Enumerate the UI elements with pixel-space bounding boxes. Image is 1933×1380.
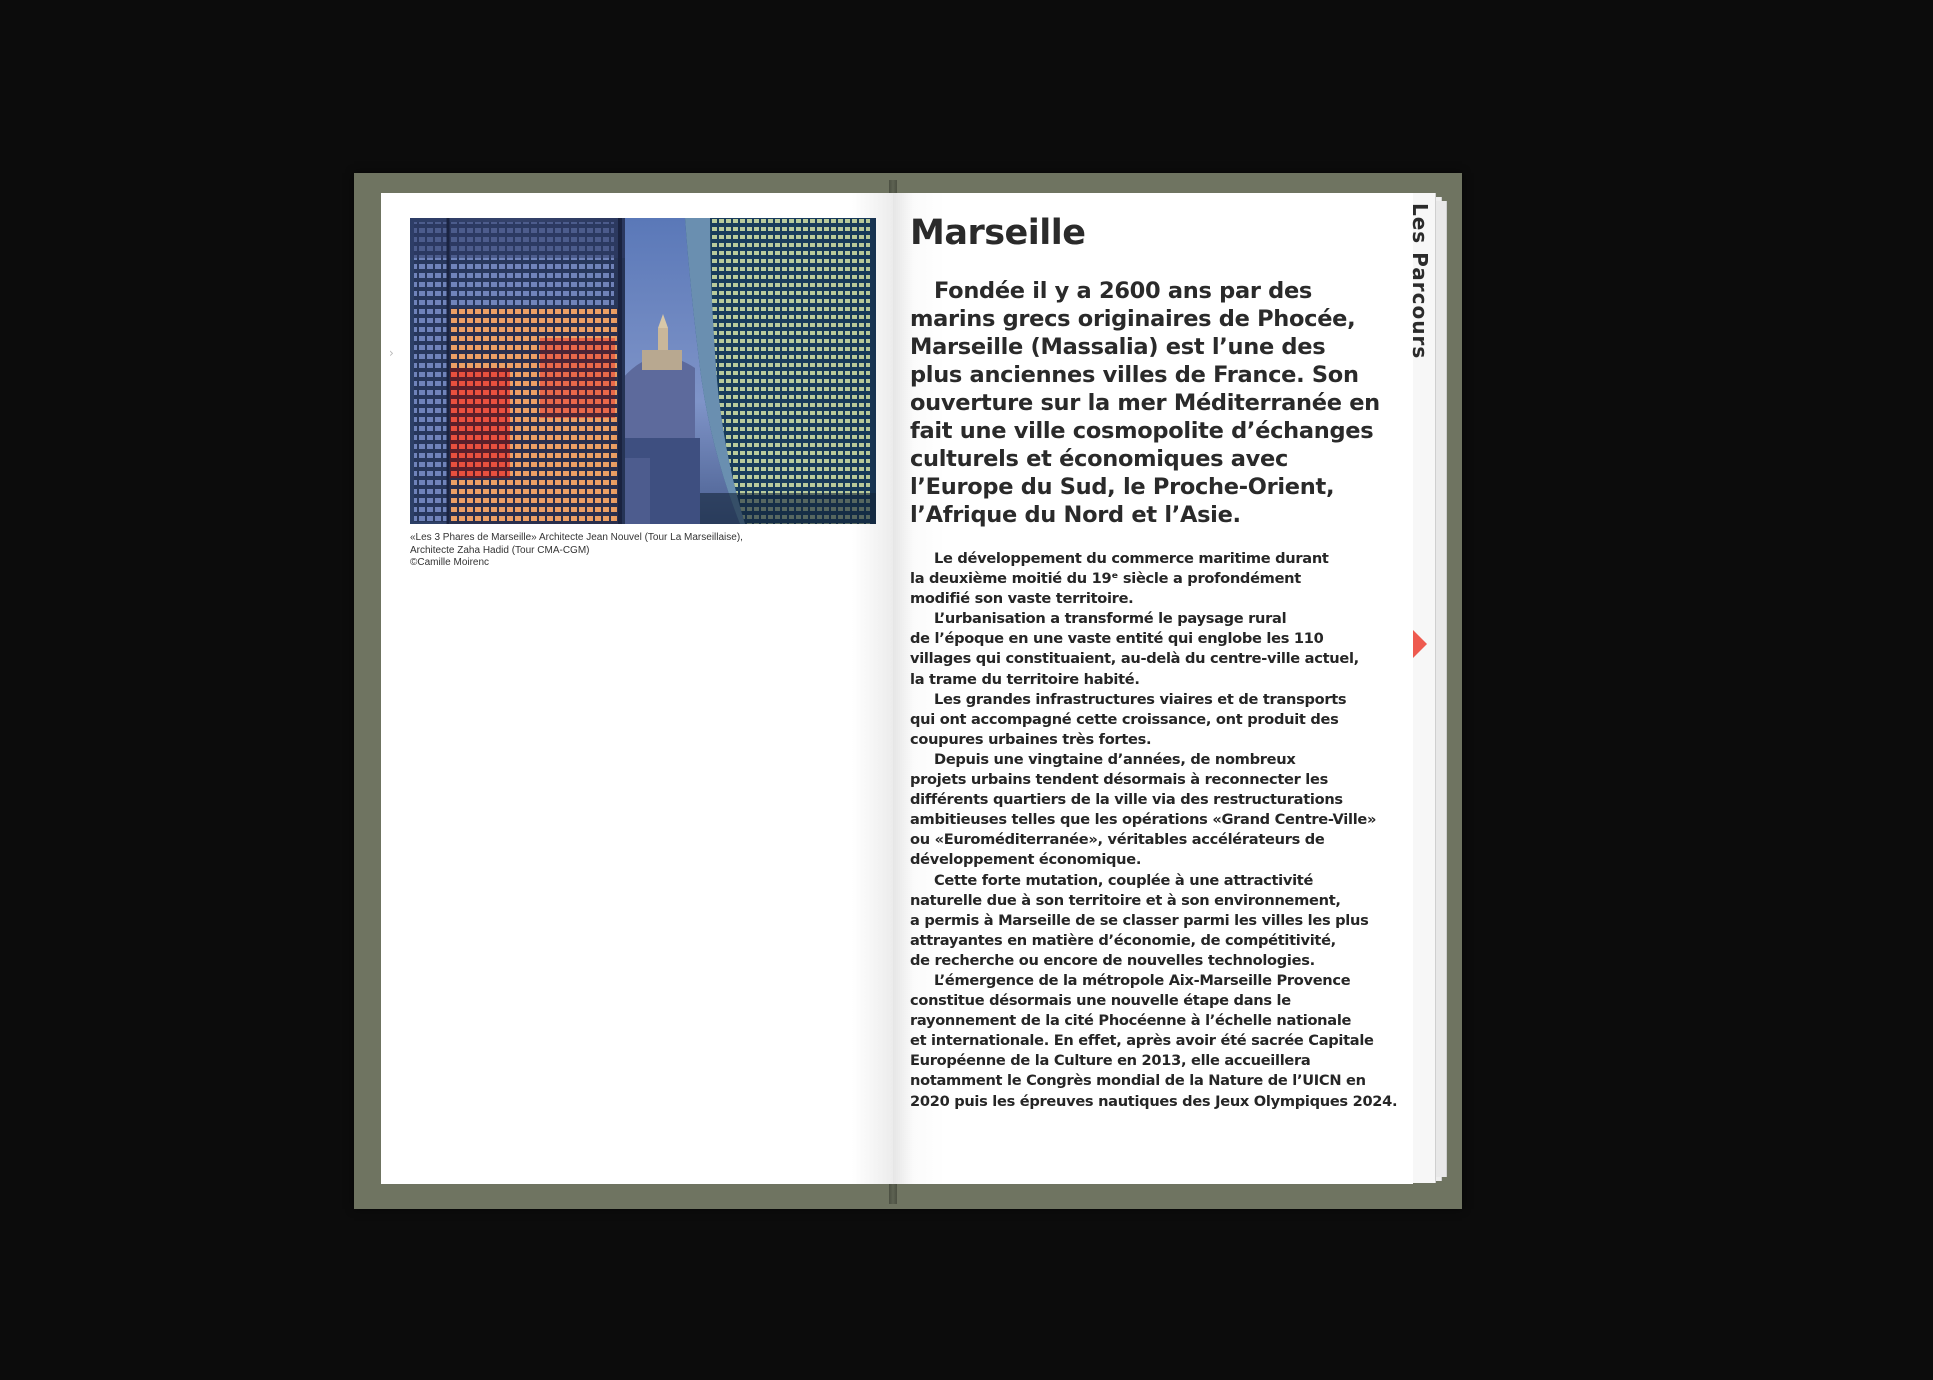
page-corner-mark: › [389,346,394,360]
body-line: de recherche ou encore de nouvelles technologies. [910,951,1315,969]
body-line: constitue désormais une nouvelle étape dans le [910,992,1291,1010]
caption-line: Architecte Zaha Hadid (Tour CMA-CGM) [410,544,590,556]
body-line: Européenne de la Culture en 2013, elle accueillera [910,1052,1311,1070]
triangle-marker-icon [1413,630,1427,658]
body-line: naturelle due à son territoire et à son environnement, [910,891,1341,909]
body-line: la trame du territoire habité. [910,670,1140,688]
body-line: L’urbanisation a transformé le paysage rural [934,610,1287,628]
body-line: Le développement du commerce maritime durant [934,550,1329,567]
body-line: notamment le Congrès mondial de la Nature de l’UICN en [910,1072,1366,1090]
skyscrapers-photo [410,218,876,524]
body-line: différents quartiers de la ville via des restructurations [910,791,1343,809]
intro-line: l’Europe du Sud, le Proche-Orient, [910,474,1335,500]
intro-line: fait une ville cosmopolite d’échanges [910,418,1374,444]
body-line: a permis à Marseille de se classer parmi les villes les plus [910,911,1369,929]
page-title: Marseille [910,213,1086,253]
intro-line: Fondée il y a 2600 ans par des [934,278,1313,304]
body-line: Les grandes infrastructures viaires et de transports [934,690,1347,708]
intro-line: culturels et économiques avec [910,446,1289,472]
body-line: qui ont accompagné cette croissance, ont produit des [910,710,1339,728]
body-line: coupures urbaines très fortes. [910,730,1152,748]
intro-line: l’Afrique du Nord et l’Asie. [910,502,1241,528]
body-line: de l’époque en une vaste entité qui englobe les 110 [910,630,1324,648]
body-line: projets urbains tendent désormais à reconnecter les [910,771,1328,789]
intro-paragraph [910,277,1410,529]
body-line: 2020 puis les épreuves nautiques des Jeux Olympiques 2024. [910,1092,1398,1110]
body-line: L’émergence de la métropole Aix-Marseille Provence [934,971,1351,989]
caption-line: ©Camille Moirenc [410,557,490,568]
photo-caption [410,532,810,570]
body-line: modifié son vaste territoire. [910,590,1134,608]
body-line: attrayantes en matière d’économie, de compétitivité, [910,931,1336,949]
intro-line: Marseille (Massalia) est l’une des [910,334,1326,360]
intro-line: marins grecs originaires de Phocée, [910,306,1356,332]
caption-line: «Les 3 Phares de Marseille» Architecte Jean Nouvel (Tour La Marseillaise), [410,532,743,543]
body-line: Cette forte mutation, couplée à une attractivité [934,871,1314,889]
body-line: villages qui constituaient, au-delà du centre-ville actuel, [910,650,1359,668]
body-line: Depuis une vingtaine d’années, de nombreux [934,750,1296,768]
body-line: rayonnement de la cité Phocéenne à l’échelle nationale [910,1012,1352,1030]
body-line: ou «Euroméditerranée», véritables accélérateurs de [910,831,1325,849]
edge-tab-label: Les Parcours [1408,203,1432,360]
intro-line: plus anciennes villes de France. Son [910,362,1359,388]
body-line: la deuxième moitié du 19ᵉ siècle a profondément [910,570,1301,588]
body-line: développement économique. [910,851,1142,869]
intro-line: ouverture sur la mer Méditerranée en [910,390,1380,416]
body-line: et internationale. En effet, après avoir été sacrée Capitale [910,1032,1374,1050]
body-text [910,549,1400,1112]
body-line: ambitieuses telles que les opérations «Grand Centre-Ville» [910,811,1377,829]
